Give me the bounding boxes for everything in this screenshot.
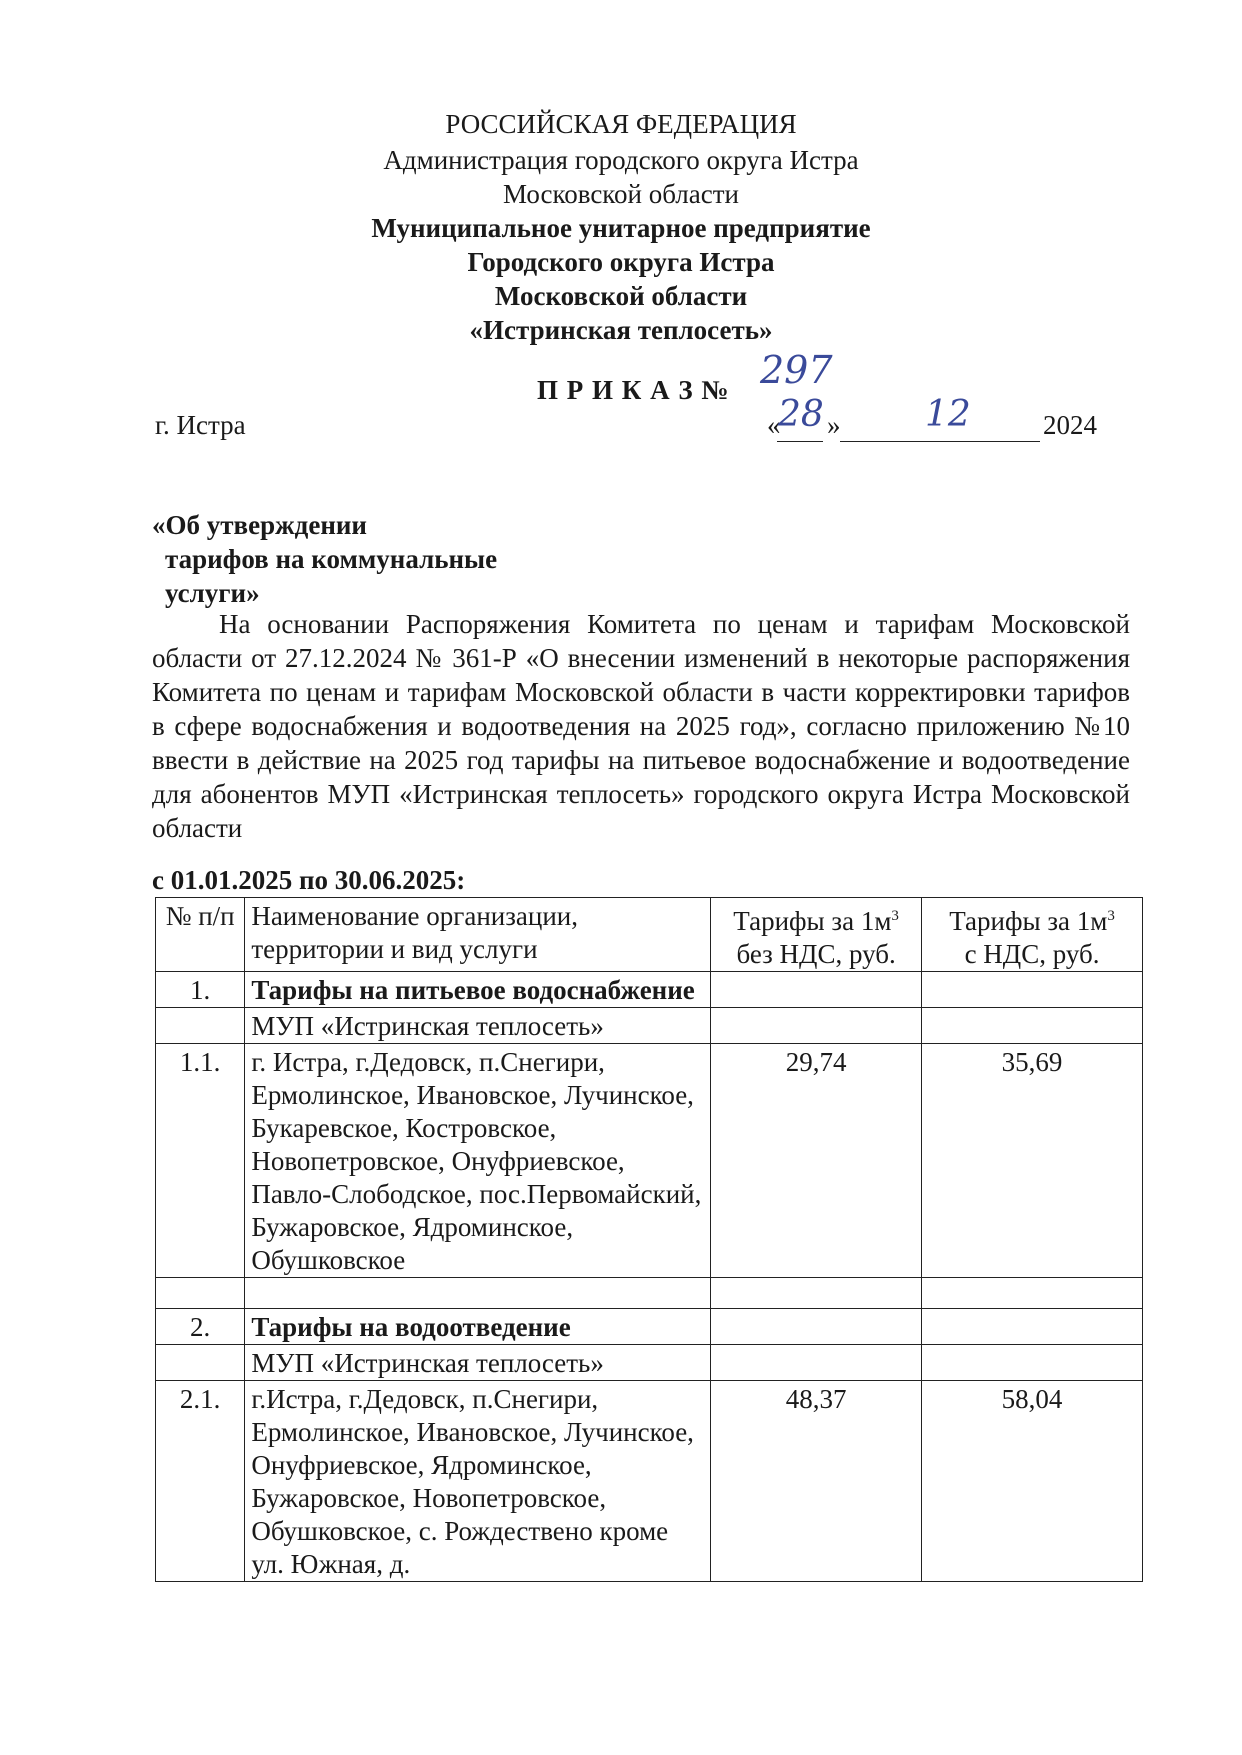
table-header-row: [156, 898, 1143, 972]
date-month-handwritten: 12: [925, 394, 971, 435]
subject-line-3: услуги»: [165, 578, 260, 608]
administration-line-2: Московской области: [502, 179, 739, 209]
period-title: с 01.01.2025 по 30.06.2025:: [152, 865, 466, 895]
date-month-underline: [840, 441, 1040, 442]
body-paragraph: На основании Распоряжения Комитета по ценам и тарифам Московской области от 27.12.2024 № 361-Р «О внесении изменений в некоторые распоряжения Комитета по ценам и тарифам Московской области в части корректировки тарифов в сфере водоснабжения и водоотведения на 2025 год», согласно приложению №10 ввести в действие на 2025 год тарифы на питьевое водоснабжение и водоотведение для абонентов МУП «Истринская теплосеть» городского округа Истра Московской области: [152, 609, 1130, 843]
row-no-vat: 29,74: [711, 1044, 922, 1278]
header-vat-superscript: 3: [1107, 908, 1115, 924]
date-day-handwritten: 28: [778, 394, 824, 435]
table-row: [156, 1345, 1143, 1381]
row-name: г. Истра, г.Дедовск, п.Снегири, Ермолинское, Ивановское, Лучинское, Букаревское, Костровское, Новопетровское, Онуфриевское, Павло-Слободское, пос.Первомайский, Бужаровское, Ядроминское, Обушковское: [245, 1044, 711, 1278]
row-no-vat: [711, 1309, 922, 1345]
row-num: 1.1.: [156, 1044, 245, 1278]
date-open-quote: «: [767, 410, 781, 440]
subject-line-1: «Об утверждении: [152, 510, 367, 540]
row-no-vat: [711, 1008, 922, 1044]
row-name: МУП «Истринская теплосеть»: [245, 1345, 711, 1381]
order-number-handwritten: 297: [760, 348, 833, 392]
order-city: г. Истра: [155, 410, 246, 440]
header-num: № п/п: [156, 898, 245, 972]
date-day-underline: [777, 441, 823, 442]
table-row: [156, 1008, 1143, 1044]
header-vat-line-1: Тарифы за 1м: [949, 906, 1108, 936]
row-num: 2.: [156, 1309, 245, 1345]
row-no-vat: [711, 1345, 922, 1381]
row-name: МУП «Истринская теплосеть»: [245, 1008, 711, 1044]
header-no-vat-line-2: без НДС, руб.: [736, 939, 896, 969]
table-row: [156, 1381, 1143, 1582]
row-vat: [922, 1278, 1143, 1309]
row-vat: 35,69: [922, 1044, 1143, 1278]
enterprise-line-1: Муниципальное унитарное предприятие: [371, 213, 871, 243]
row-num: [156, 1278, 245, 1309]
row-num: 2.1.: [156, 1381, 245, 1582]
row-vat: [922, 1309, 1143, 1345]
enterprise-line-3: Московской области: [494, 281, 748, 311]
row-name: Тарифы на питьевое водоснабжение: [245, 972, 711, 1008]
date-year: 2024: [1043, 410, 1097, 440]
row-vat: 58,04: [922, 1381, 1143, 1582]
administration-line-1: Администрация городского округа Истра: [383, 145, 859, 175]
table-row-empty: [156, 1278, 1143, 1309]
row-no-vat: [711, 972, 922, 1008]
header-no-vat-superscript: 3: [891, 908, 899, 924]
tariffs-table: [155, 897, 1143, 1582]
row-vat: [922, 1008, 1143, 1044]
row-num: 1.: [156, 972, 245, 1008]
header-name: [245, 898, 711, 972]
subject-line-2: тарифов на коммунальные: [165, 544, 498, 574]
header-no-vat: [711, 898, 922, 972]
enterprise-line-4: «Истринская теплосеть»: [469, 315, 773, 345]
order-title: П Р И К А З №: [537, 375, 730, 405]
date-close-quote: »: [827, 410, 841, 440]
row-num: [156, 1345, 245, 1381]
header-vat-line-2: с НДС, руб.: [964, 939, 1100, 969]
row-name: Тарифы на водоотведение: [245, 1309, 711, 1345]
table-row: [156, 1309, 1143, 1345]
country-title: РОССИЙСКАЯ ФЕДЕРАЦИЯ: [445, 109, 797, 139]
row-name: [245, 1278, 711, 1309]
header-no-vat-line-1: Тарифы за 1м: [733, 906, 892, 936]
row-no-vat: 48,37: [711, 1381, 922, 1582]
header-name-line-1: Наименование организации,: [251, 901, 578, 931]
table-row: [156, 972, 1143, 1008]
row-num: [156, 1008, 245, 1044]
table-row: [156, 1044, 1143, 1278]
row-no-vat: [711, 1278, 922, 1309]
enterprise-line-2: Городского округа Истра: [467, 247, 775, 277]
header-name-line-2: территории и вид услуги: [251, 934, 538, 964]
row-vat: [922, 972, 1143, 1008]
row-vat: [922, 1345, 1143, 1381]
row-name: г.Истра, г.Дедовск, п.Снегири, Ермолинское, Ивановское, Лучинское, Онуфриевское, Ядроминское, Бужаровское, Новопетровское, Обушковское, с. Рождествено кроме ул. Южная, д.: [245, 1381, 711, 1582]
header-vat: [922, 898, 1143, 972]
